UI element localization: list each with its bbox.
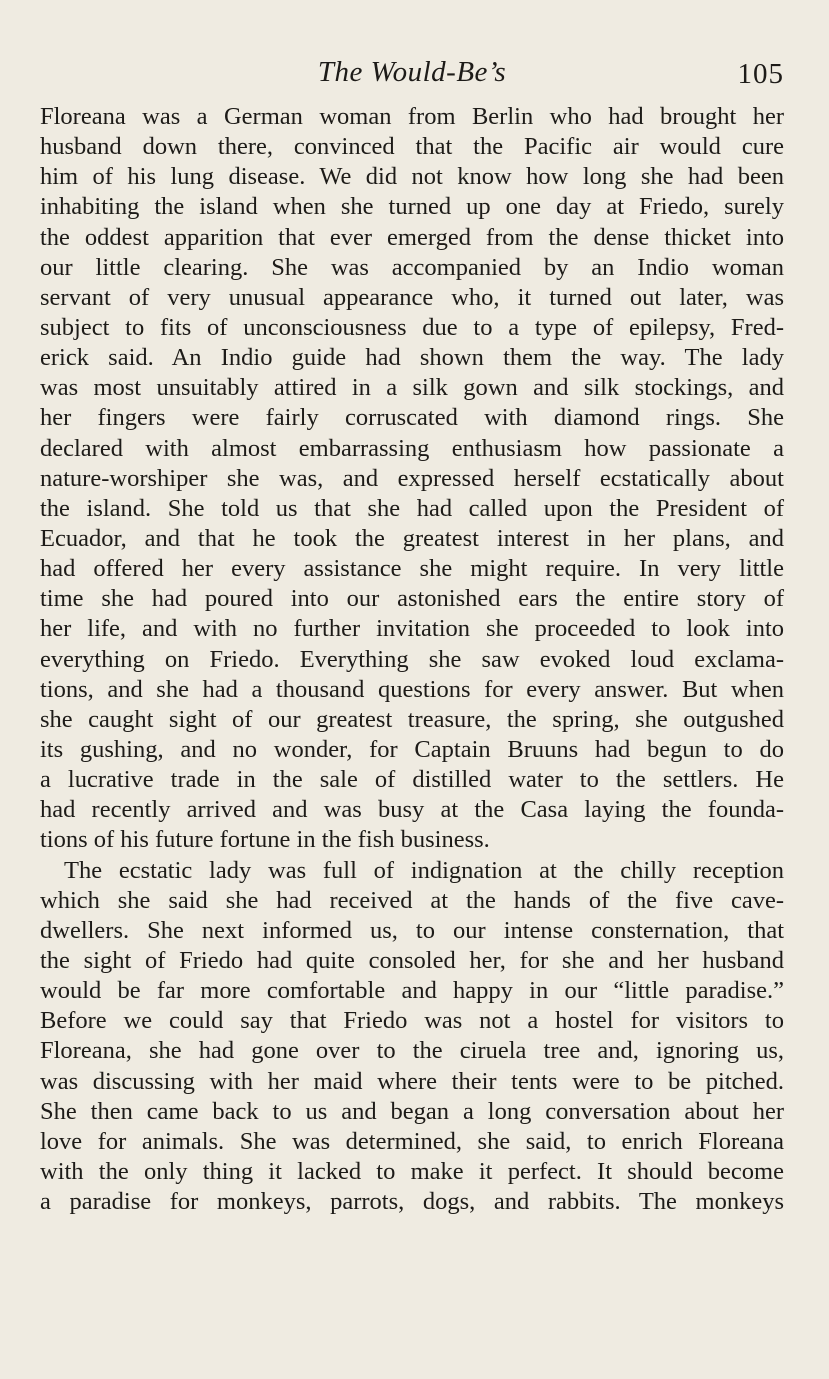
text-line: tions of his future fortune in the fish business.: [40, 826, 490, 854]
text-line: the island. She told us that she had called upon the President of: [40, 494, 784, 522]
text-line: husband down there, convinced that the Pacific air would cure: [40, 133, 784, 161]
text-line: erick said. An Indio guide had shown them the way. The lady: [40, 344, 784, 372]
text-line: Before we could say that Friedo was not a hostel for visitors to: [40, 1007, 784, 1035]
text-line: Floreana, she had gone over to the ciruela tree and, ignoring us,: [40, 1037, 784, 1065]
paragraph-1: [40, 102, 784, 856]
text-line: She then came back to us and began a long conversation about her: [40, 1097, 784, 1125]
text-line: had recently arrived and was busy at the Casa laying the founda-: [40, 796, 784, 824]
text-line: tions, and she had a thousand questions for every answer. But when: [40, 675, 784, 703]
text-line: servant of very unusual appearance who, it turned out later, was: [40, 283, 784, 311]
text-line: Ecuador, and that he took the greatest interest in her plans, and: [40, 524, 784, 552]
text-line: everything on Friedo. Everything she saw evoked loud exclama-: [40, 645, 784, 673]
text-line: she caught sight of our greatest treasure, the spring, she outgushed: [40, 705, 784, 733]
text-line: her life, and with no further invitation she proceeded to look into: [40, 615, 784, 643]
text-line: which she said she had received at the hands of the five cave-: [40, 886, 784, 914]
page-number: 105: [737, 58, 784, 90]
chapter-title: The Would-Be’s: [317, 56, 507, 88]
text-line: would be far more comfortable and happy in our “little paradise.”: [40, 977, 784, 1005]
text-line: dwellers. She next informed us, to our intense consternation, that: [40, 916, 784, 944]
text-line: a paradise for monkeys, parrots, dogs, and rabbits. The monkeys: [40, 1188, 784, 1216]
text-line: was most unsuitably attired in a silk gown and silk stockings, and: [40, 374, 784, 402]
text-line: him of his lung disease. We did not know how long she had been: [40, 163, 784, 191]
text-line: Floreana was a German woman from Berlin who had brought her: [40, 103, 784, 130]
text-line: a lucrative trade in the sale of distilled water to the settlers. He: [40, 766, 784, 794]
text-line: subject to fits of unconsciousness due to a type of epilepsy, Fred-: [40, 313, 784, 341]
text-line: the oddest apparition that ever emerged from the dense thicket into: [40, 223, 784, 251]
text-line: time she had poured into our astonished ears the entire story of: [40, 585, 784, 613]
text-line: had offered her every assistance she might require. In very little: [40, 555, 784, 583]
body-text: [40, 102, 784, 1217]
running-head: [40, 52, 784, 92]
text-line: the sight of Friedo had quite consoled her, for she and her husband: [40, 946, 784, 974]
text-line: our little clearing. She was accompanied by an Indio woman: [40, 253, 784, 281]
paragraph-2: [40, 856, 784, 1218]
text-line: inhabiting the island when she turned up one day at Friedo, surely: [40, 193, 784, 221]
text-line: with the only thing it lacked to make it perfect. It should become: [40, 1157, 784, 1185]
text-line: nature-worshiper she was, and expressed herself ecstatically about: [40, 464, 784, 492]
text-line: was discussing with her maid where their tents were to be pitched.: [40, 1067, 784, 1095]
text-line: its gushing, and no wonder, for Captain Bruuns had begun to do: [40, 735, 784, 763]
text-line: The ecstatic lady was full of indignation at the chilly reception: [64, 856, 784, 884]
text-line: declared with almost embarrassing enthusiasm how passionate a: [40, 434, 784, 462]
text-line: love for animals. She was determined, she said, to enrich Floreana: [40, 1127, 784, 1155]
text-line: her fingers were fairly corruscated with diamond rings. She: [40, 404, 784, 432]
